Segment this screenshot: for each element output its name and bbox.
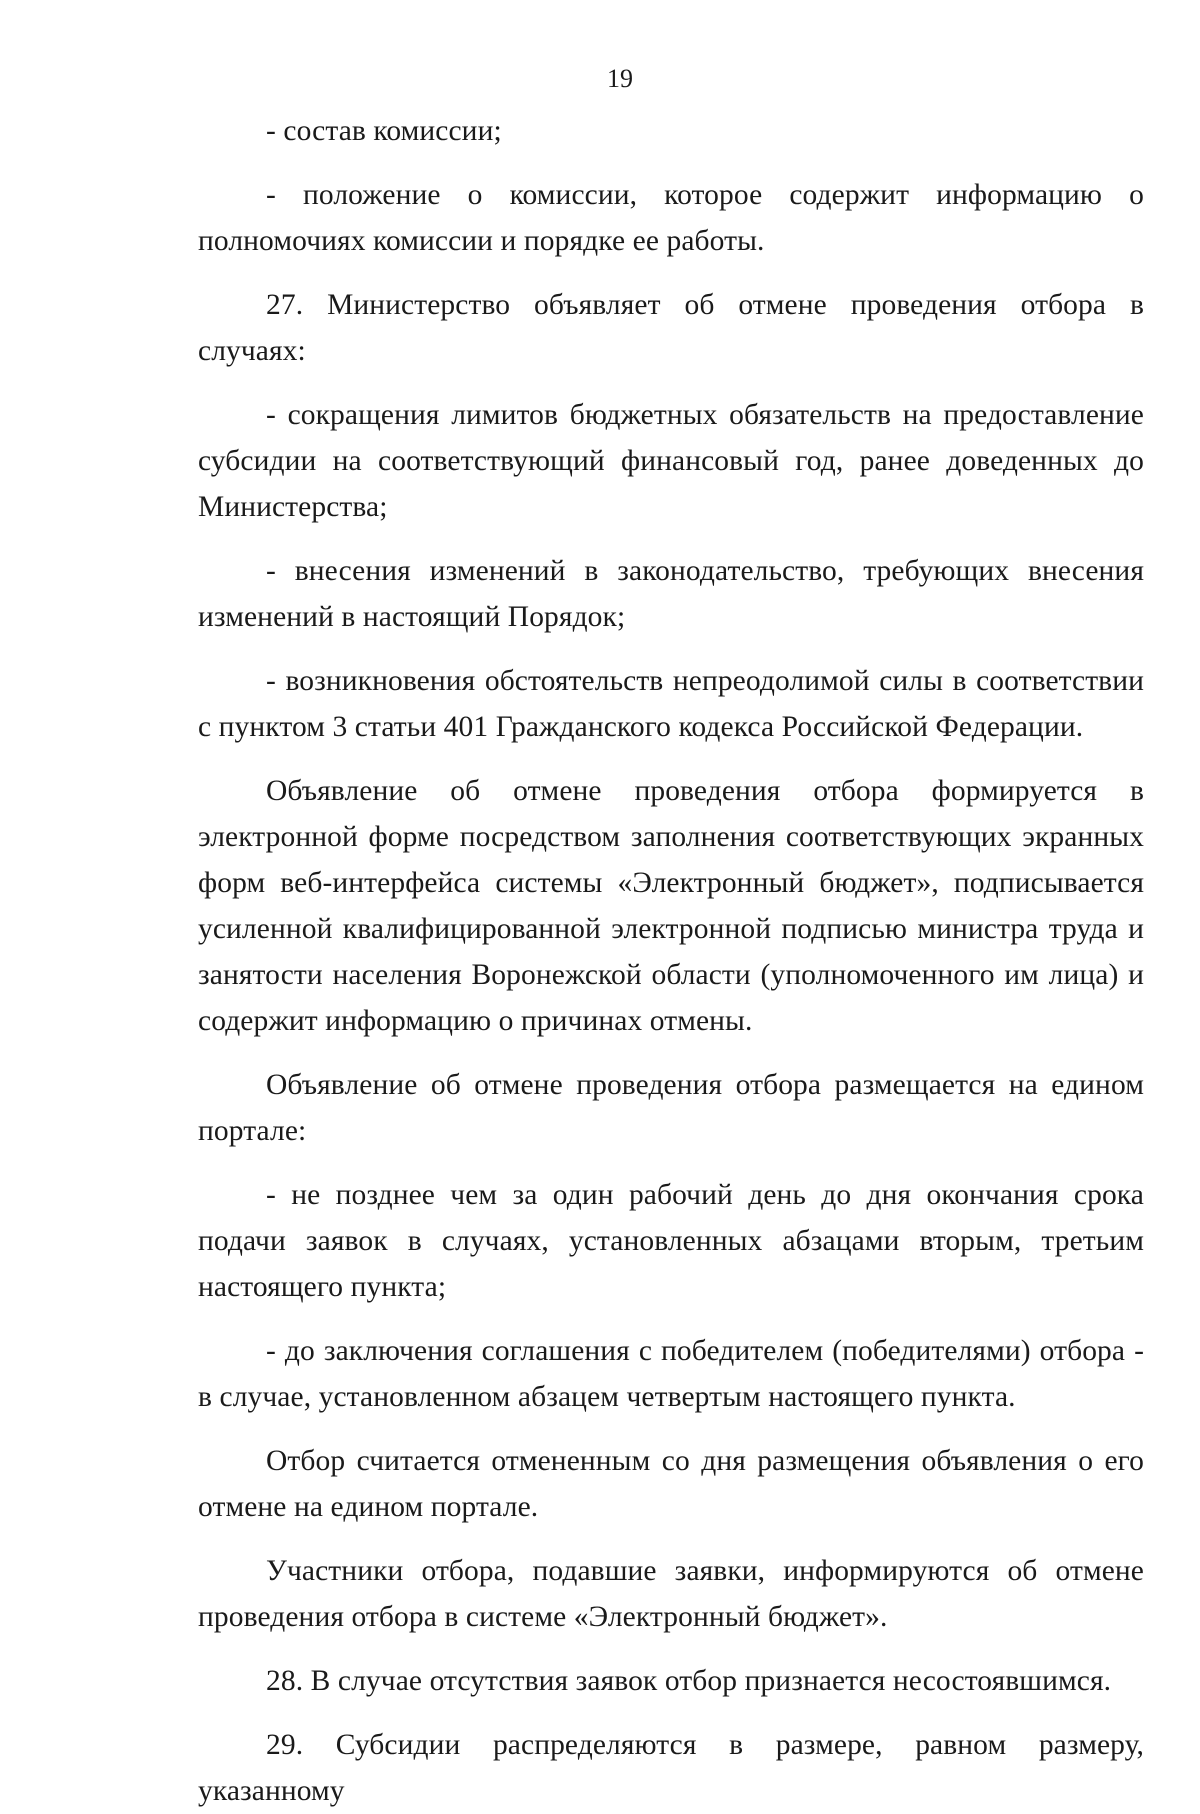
paragraph-legislation-changes: - внесения изменений в законодательство, требующих внесения изменений в настоящий Порядок; [198, 555, 1144, 633]
paragraph-item-28: 28. В случае отсутствия заявок отбор признается несостоявшимся. [266, 1665, 1112, 1697]
paragraph-item-29: 29. Субсидии распределяются в размере, равном размеру, указанному [198, 1729, 1144, 1807]
paragraph-budget-limits-reduction: - сокращения лимитов бюджетных обязательств на предоставление субсидии на соответствующий финансовый год, ранее доведенных до Министерства; [198, 399, 1144, 523]
page-number: 19 [607, 64, 633, 93]
paragraph-deadline-before-submission-end: - не позднее чем за один рабочий день до дня окончания срока подачи заявок в случаях, установленных абзацами вторым, третьим настоящего пункта; [198, 1179, 1144, 1303]
paragraph-before-agreement: - до заключения соглашения с победителем (победителями) отбора - в случае, установленном абзацем четвертым настоящего пункта. [198, 1335, 1144, 1413]
paragraph-selection-cancelled: Отбор считается отмененным со дня размещения объявления о его отмене на едином портале. [198, 1445, 1144, 1523]
paragraph-participants-informed: Участники отбора, подавшие заявки, информируются об отмене проведения отбора в системе «Электронный бюджет». [198, 1555, 1144, 1633]
paragraph-commission-regulation: - положение о комиссии, которое содержит информацию о полномочиях комиссии и порядке ее работы. [198, 179, 1144, 257]
paragraph-force-majeure: - возникновения обстоятельств непреодолимой силы в соответствии с пунктом 3 статьи 401 Гражданского кодекса Российской Федерации. [198, 665, 1144, 743]
paragraph-cancellation-notice-form: Объявление об отмене проведения отбора формируется в электронной форме посредством заполнения соответствующих экранных форм веб-интерфейса системы «Электронный бюджет», подписывается усиленной квалифицированной электронной подписью министра труда и занятости населения Воронежской области (уполномоченного им лица) и содержит информацию о причинах отмены. [198, 775, 1144, 1037]
page-body [198, 108, 1144, 1814]
paragraph-cancellation-notice-placement: Объявление об отмене проведения отбора размещается на едином портале: [198, 1069, 1144, 1147]
paragraph-item-27: 27. Министерство объявляет об отмене проведения отбора в случаях: [198, 289, 1144, 367]
paragraph-commission-composition: - состав комиссии; [266, 115, 502, 147]
